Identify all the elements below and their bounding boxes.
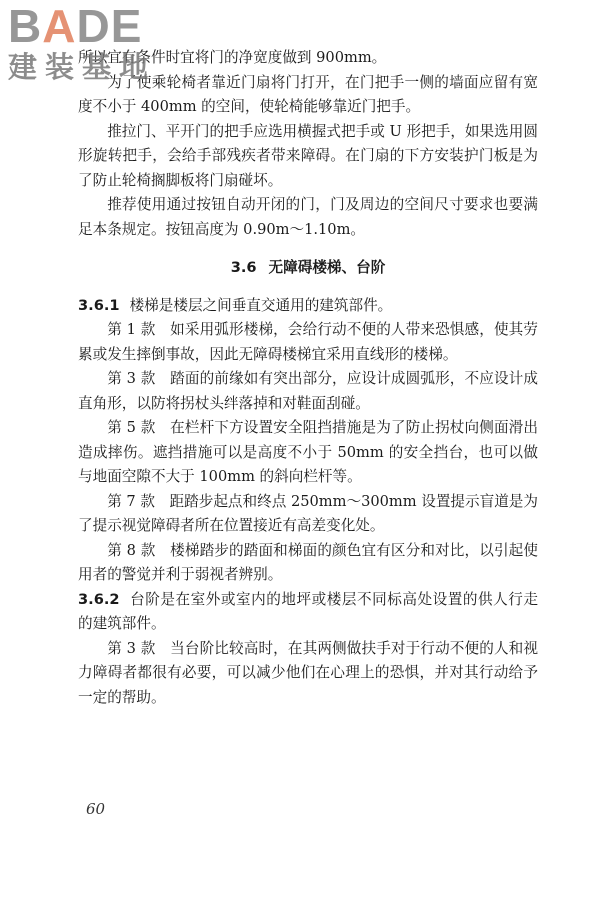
- clause-number: 3.6.1: [78, 296, 120, 314]
- clause-text: 台阶是在室外或室内的地坪或楼层不同标高处设置的供人行走的建筑部件。: [78, 590, 538, 632]
- clause-text: 楼梯是楼层之间垂直交通用的建筑部件。: [129, 296, 393, 314]
- paragraph-door-handle-space: 为了使乘轮椅者靠近门扇将门打开，在门把手一侧的墙面应留有宽度不小于 400mm 的空间，使轮椅能够靠近门把手。: [78, 73, 538, 115]
- clause-item-5: 第 5 款 在栏杆下方设置安全阻挡措施是为了防止拐杖向侧面滑出造成摔伤。遮挡措施可以是高度不小于 50mm 的安全挡台，也可以做与地面空隙不大于 100mm 的斜向栏杆等。: [78, 419, 538, 485]
- paragraph-continuation: 所以宜有条件时宜将门的净宽度做到 900mm。: [78, 49, 387, 66]
- clause-3-6-1: [78, 294, 538, 319]
- page-number: 60: [86, 800, 106, 818]
- watermark-brand-suffix: DE: [76, 0, 143, 52]
- watermark-brand-accent: A: [42, 0, 77, 52]
- clause-item-8: 第 8 款 楼梯踏步的踏面和梯面的颜色宜有区分和对比，以引起使用者的警觉并利于弱视者辨别。: [78, 541, 538, 583]
- clause-item-7: 第 7 款 距踏步起点和终点 250mm～300mm 设置提示盲道是为了提示视觉障碍者所在位置接近有高差变化处。: [78, 492, 538, 534]
- clause-item-3-steps: 第 3 款 当台阶比较高时，在其两侧做扶手对于行动不便的人和视力障碍者都很有必要，可以减少他们在心理上的恐惧，并对其行动给予一定的帮助。: [78, 639, 538, 706]
- section-title: 无障碍楼梯、台阶: [268, 259, 386, 276]
- clause-item-1: 第 1 款 如采用弧形楼梯，会给行动不便的人带来恐惧感，使其劳累或发生摔倒事故，因此无障碍楼梯宜采用直线形的楼梯。: [78, 321, 538, 363]
- watermark-brand: [8, 2, 178, 50]
- watermark-brand-prefix: B: [8, 0, 43, 52]
- paragraph-automatic-door: 推荐使用通过按钮自动开闭的门，门及周边的空间尺寸要求也要满足本条规定。按钮高度为 0.90m～1.10m。: [78, 196, 538, 238]
- clause-item-3: 第 3 款 踏面的前缘如有突出部分，应设计成圆弧形，不应设计成直角形，以防将拐杖头绊落掉和对鞋面刮碰。: [78, 370, 538, 412]
- paragraph-door-handle-type: 推拉门、平开门的把手应选用横握式把手或 U 形把手，如果选用圆形旋转把手，会给手部残疾者带来障碍。在门扇的下方安装护门板是为了防止轮椅搁脚板将门扇碰坏。: [78, 122, 538, 189]
- section-heading: [78, 256, 538, 281]
- watermark-subtitle: 建装基地: [8, 50, 157, 84]
- body-text: [78, 44, 538, 710]
- clause-number: 3.6.2: [78, 590, 120, 608]
- section-number: 3.6: [230, 259, 257, 276]
- clause-3-6-2: [78, 588, 538, 637]
